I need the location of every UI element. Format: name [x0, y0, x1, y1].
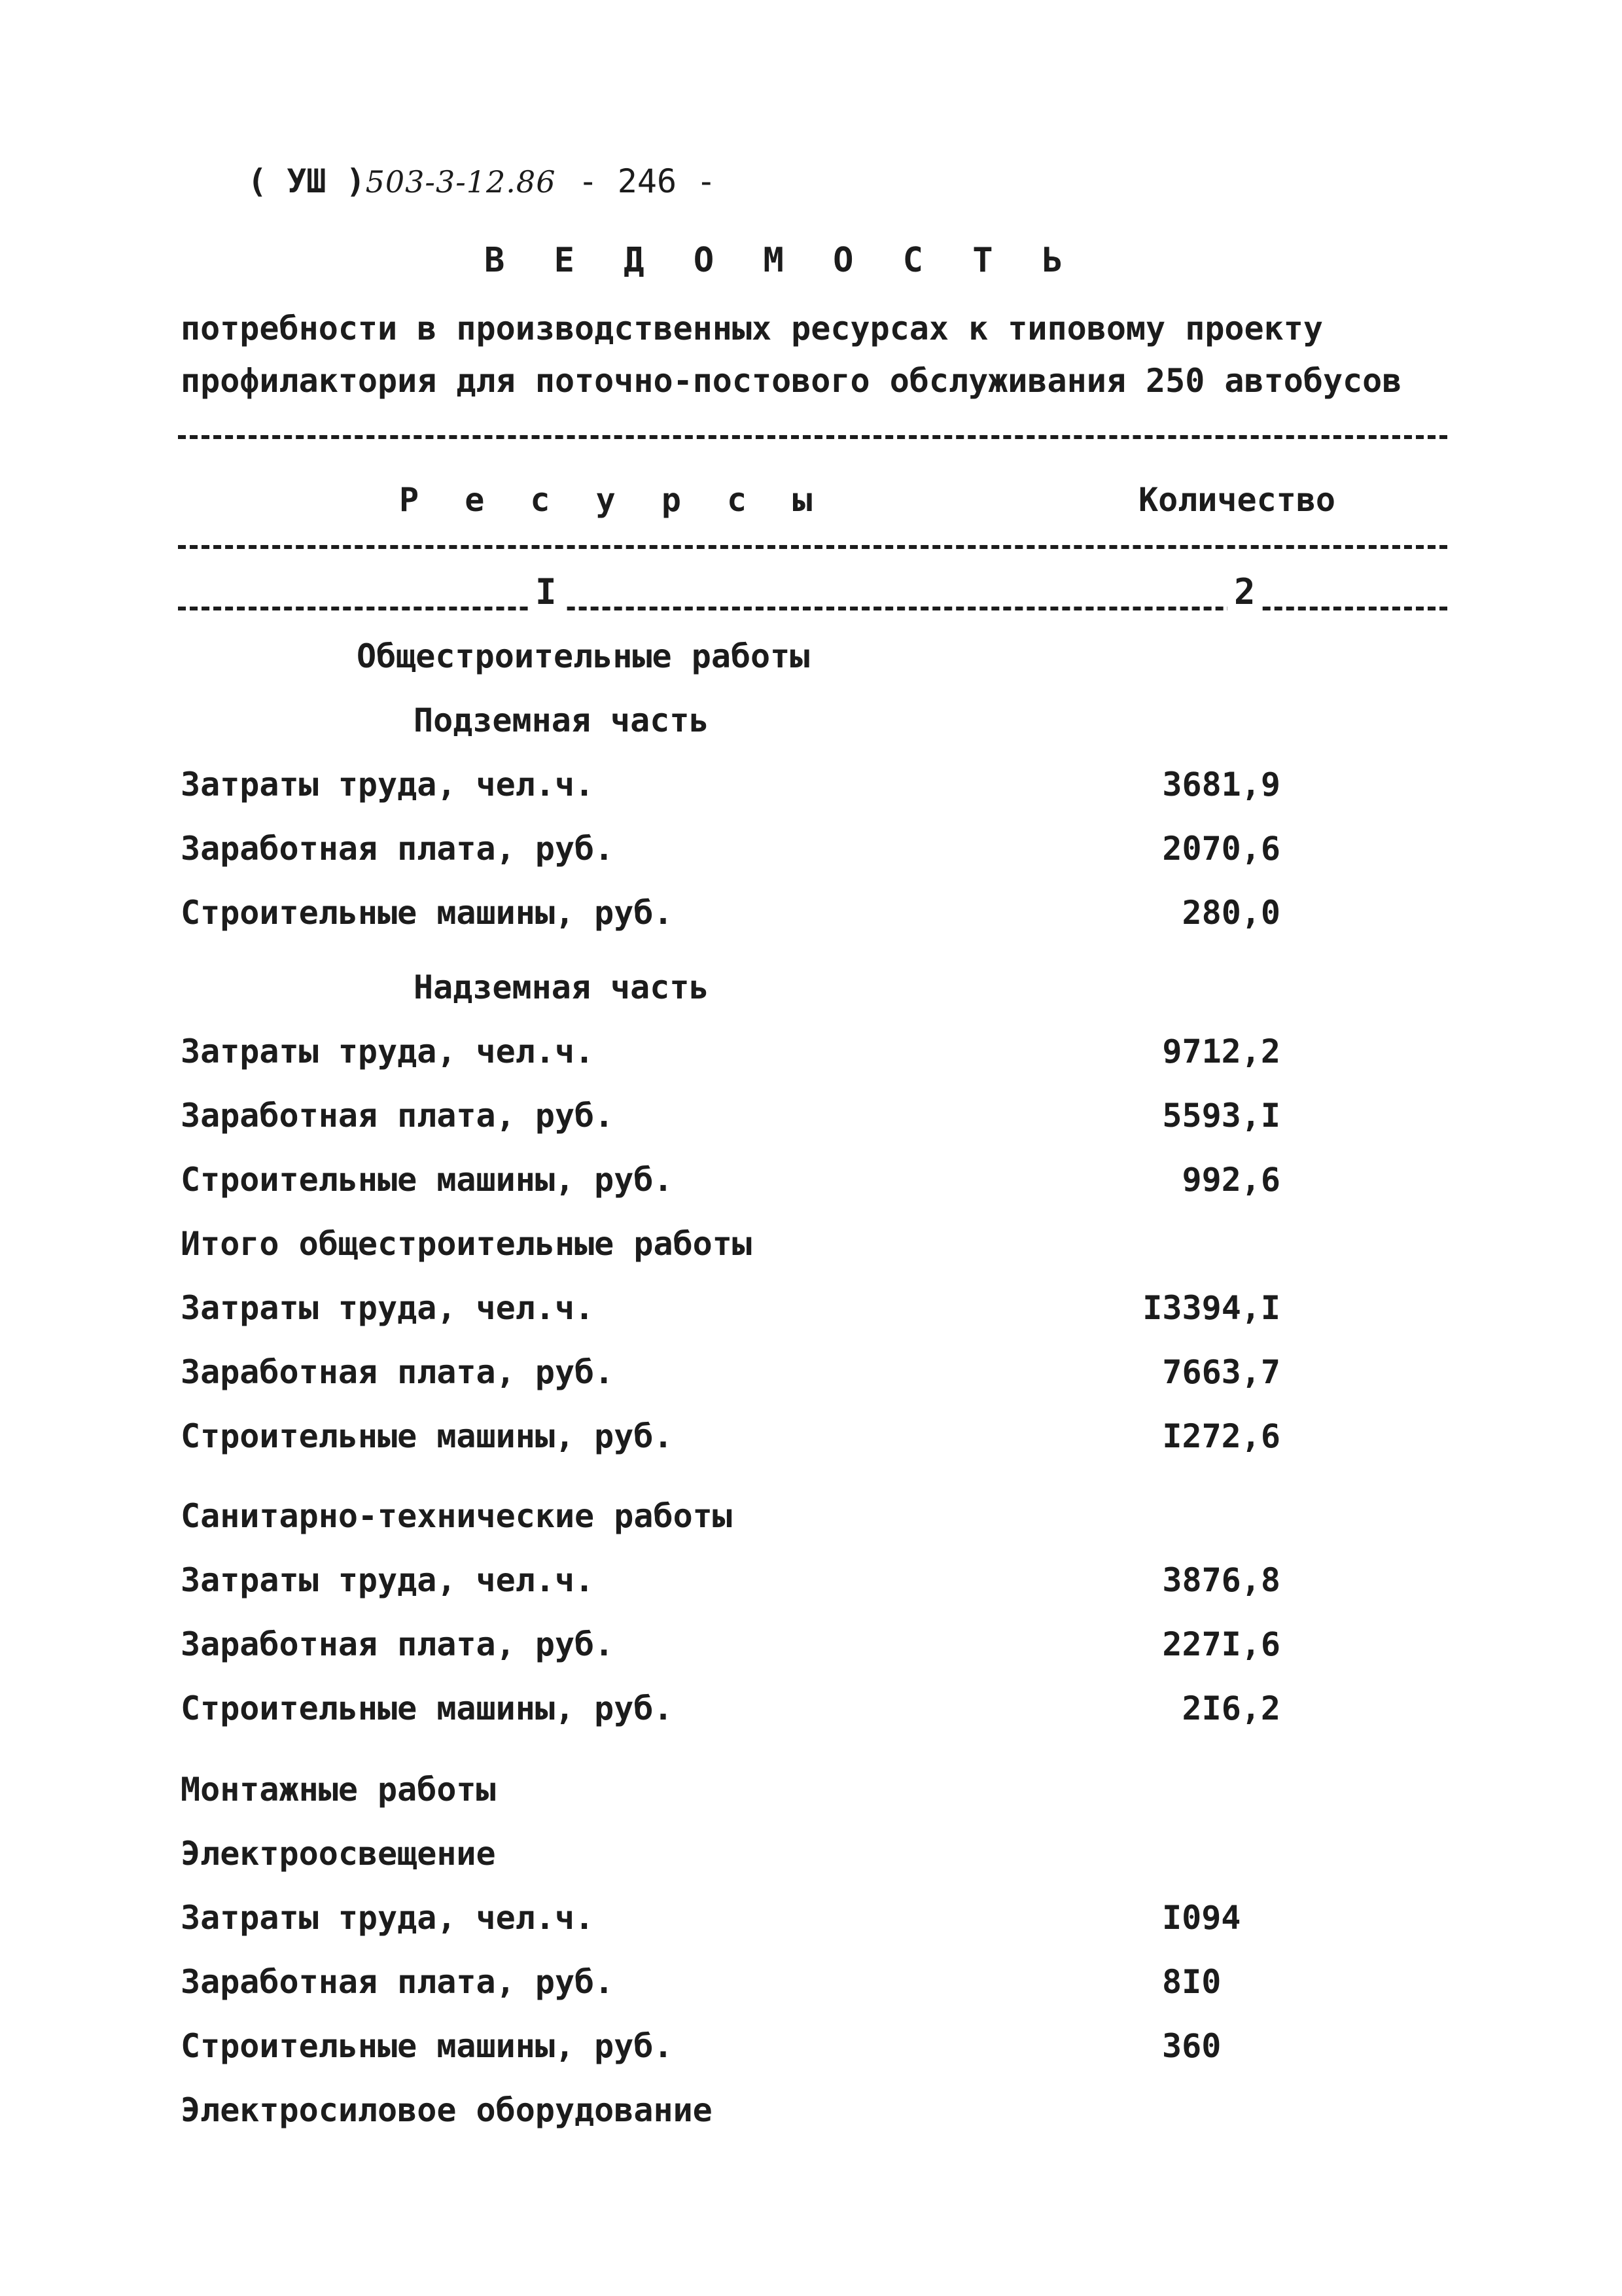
row-label: Надземная часть: [414, 968, 709, 1006]
row-label: Затраты труда, чел.ч.: [181, 1561, 595, 1599]
row-value: 360: [1162, 2027, 1222, 2065]
table-row: [0, 1621, 1622, 1667]
subsection-heading: [0, 1831, 1622, 1877]
table-row: [0, 1157, 1622, 1203]
row-value: I3394,I: [1142, 1289, 1280, 1327]
row-value: 2I6,2: [1182, 1689, 1280, 1727]
subsection-heading: [0, 964, 1622, 1010]
row-label: Заработная плата, руб.: [181, 1625, 614, 1663]
row-value: I094: [1162, 1899, 1241, 1937]
table-row: [0, 1959, 1622, 2005]
table-row: [0, 1686, 1622, 1731]
row-value: 280,0: [1182, 894, 1280, 932]
table-top-rule: [178, 435, 1447, 439]
row-label: Затраты труда, чел.ч.: [181, 1033, 595, 1070]
table-row: [0, 826, 1622, 872]
document-subtitle: [181, 302, 1402, 407]
section-heading: [0, 1767, 1622, 1812]
table-row: [0, 1093, 1622, 1139]
subsection-heading: [0, 2087, 1622, 2133]
table-row: [0, 1557, 1622, 1603]
row-label: Электроосвещение: [181, 1835, 496, 1873]
row-value: 2070,6: [1162, 830, 1280, 868]
row-label: Монтажные работы: [181, 1771, 496, 1809]
row-label: Итого общестроительные работы: [181, 1225, 752, 1263]
row-label: Санитарно-технические работы: [181, 1497, 732, 1535]
row-label: Строительные машины, руб.: [181, 1417, 673, 1455]
row-value: 227I,6: [1162, 1625, 1280, 1663]
series-prefix: ( УШ ): [247, 162, 366, 200]
column-header-resources: Р е с у р с ы: [399, 481, 826, 519]
header-bottom-rule: [178, 545, 1447, 549]
table-row: [0, 1029, 1622, 1074]
section-heading: [0, 633, 1622, 679]
row-label: Заработная плата, руб.: [181, 830, 614, 868]
row-value: I272,6: [1162, 1417, 1280, 1455]
row-label: Заработная плата, руб.: [181, 1097, 614, 1135]
row-value: 7663,7: [1162, 1353, 1280, 1391]
handwritten-series-number: 503-3-12.86: [365, 164, 556, 200]
table-row: [0, 1285, 1622, 1331]
row-label: Подземная часть: [414, 701, 709, 739]
row-label: Электросиловое оборудование: [181, 2091, 713, 2129]
table-row: [0, 890, 1622, 936]
row-value: 3876,8: [1162, 1561, 1280, 1599]
row-label: Затраты труда, чел.ч.: [181, 1899, 595, 1937]
document-title: В Е Д О М О С Т Ь: [484, 241, 1078, 280]
column-number-1: I: [529, 573, 563, 612]
row-value: 9712,2: [1162, 1033, 1280, 1070]
section-heading: [0, 1493, 1622, 1539]
subtitle-line-1: потребности в производственных ресурсах к типовому проекту: [181, 309, 1323, 347]
table-row: [0, 2023, 1622, 2069]
section-heading: [0, 1221, 1622, 1267]
row-label: Строительные машины, руб.: [181, 894, 673, 932]
row-value: 992,6: [1182, 1161, 1280, 1199]
table-row: [0, 1349, 1622, 1395]
row-value: 5593,I: [1162, 1097, 1280, 1135]
table-row: [0, 1413, 1622, 1459]
subsection-heading: [0, 698, 1622, 743]
page-number: - 246 -: [578, 162, 716, 200]
row-value: 3681,9: [1162, 766, 1280, 804]
row-label: Строительные машины, руб.: [181, 2027, 673, 2065]
table-row: [0, 1895, 1622, 1941]
column-header-quantity: Количество: [1138, 481, 1336, 519]
row-label: Заработная плата, руб.: [181, 1963, 614, 2001]
table-row: [0, 762, 1622, 807]
row-label: Затраты труда, чел.ч.: [181, 1289, 595, 1327]
row-label: Заработная плата, руб.: [181, 1353, 614, 1391]
column-number-2: 2: [1227, 573, 1262, 612]
subtitle-line-2: профилактория для поточно-постового обслуживания 250 автобусов: [181, 362, 1402, 400]
row-value: 8I0: [1162, 1963, 1222, 2001]
row-label: Общестроительные работы: [357, 637, 810, 675]
document-code: [247, 162, 716, 200]
row-label: Строительные машины, руб.: [181, 1161, 673, 1199]
row-label: Затраты труда, чел.ч.: [181, 766, 595, 804]
row-label: Строительные машины, руб.: [181, 1689, 673, 1727]
